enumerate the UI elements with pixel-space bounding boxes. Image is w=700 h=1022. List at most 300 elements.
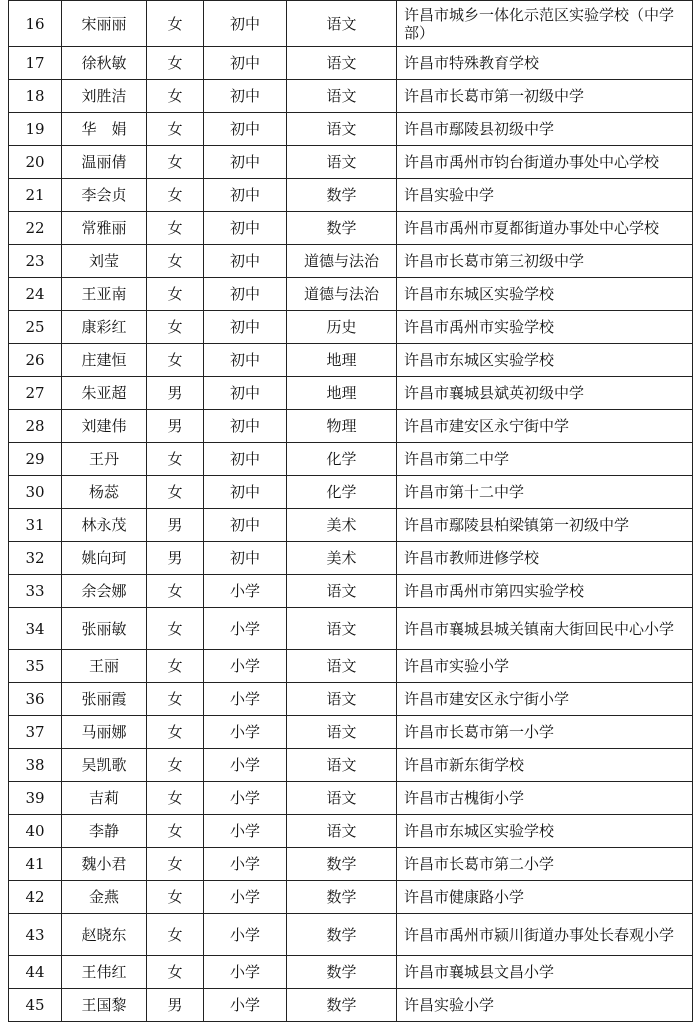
gender-text: 女 [167,925,183,944]
row-number-cell [9,410,62,443]
teacher-name-text: 王丽 [88,657,119,675]
school-name-cell [397,716,693,749]
school-stage-text: 小学 [229,822,260,840]
gender-text: 女 [167,450,183,468]
subject-cell [287,848,397,881]
school-name-cell [397,476,693,509]
subject-text: 物理 [326,417,357,435]
subject-text: 语文 [326,14,357,33]
gender-cell [147,989,204,1022]
school-stage-cell [204,146,287,179]
teacher-name-text: 李静 [88,822,119,840]
row-number-cell [9,245,62,278]
subject-cell [287,476,397,509]
school-stage-text: 初中 [229,252,260,270]
row-number-cell [9,683,62,716]
row-number-cell [9,146,62,179]
gender-cell [147,278,204,311]
teacher-name-text: 宋丽丽 [81,14,127,33]
row-number-text: 26 [25,351,45,369]
school-name-text: 许昌市禹州市夏都街道办事处中心学校 [404,219,660,237]
school-name-text: 许昌市东城区实验学校 [404,822,555,840]
subject-text: 道德与法治 [303,285,379,303]
roster-table [8,0,693,1022]
table-row [9,212,693,245]
subject-cell [287,608,397,650]
subject-cell [287,509,397,542]
gender-text: 女 [167,963,183,981]
school-name-cell [397,410,693,443]
school-stage-cell [204,476,287,509]
gender-cell [147,311,204,344]
gender-cell [147,410,204,443]
gender-text: 男 [167,516,183,534]
teacher-name-text: 姚向珂 [81,549,127,567]
row-number-cell [9,716,62,749]
school-name-text: 许昌市襄城县城关镇南大街回民中心小学 [404,619,675,638]
school-stage-text: 初中 [229,186,260,204]
row-number-text: 35 [25,657,45,675]
gender-cell [147,815,204,848]
school-stage-cell [204,815,287,848]
school-stage-text: 初中 [229,219,260,237]
teacher-name-text: 赵晓东 [81,925,127,944]
school-stage-cell [204,716,287,749]
school-name-text: 许昌市新东街学校 [404,756,525,774]
row-number-text: 31 [25,516,45,534]
teacher-name-cell [62,179,147,212]
row-number-text: 41 [25,855,45,873]
gender-text: 女 [167,582,183,600]
gender-text: 女 [167,789,183,807]
subject-cell [287,914,397,956]
school-stage-cell [204,245,287,278]
row-number-text: 37 [25,723,45,741]
subject-text: 语文 [326,657,357,675]
school-name-cell [397,575,693,608]
row-number-text: 21 [25,186,45,204]
table-row [9,815,693,848]
row-number-cell [9,608,62,650]
subject-cell [287,749,397,782]
school-stage-cell [204,956,287,989]
school-stage-cell [204,848,287,881]
gender-cell [147,848,204,881]
table-row [9,608,693,650]
school-stage-cell [204,80,287,113]
teacher-name-text: 庄建恒 [81,351,127,369]
gender-cell [147,113,204,146]
row-number-text: 27 [25,384,45,402]
teacher-name-text: 王国黎 [81,996,127,1014]
table-row [9,179,693,212]
row-number-text: 39 [25,789,45,807]
table-row [9,509,693,542]
row-number-cell [9,113,62,146]
row-number-text: 44 [25,963,45,981]
gender-text: 女 [167,54,183,72]
school-stage-text: 初中 [229,153,260,171]
subject-cell [287,443,397,476]
school-stage-text: 小学 [229,855,260,873]
table-row [9,848,693,881]
table-row [9,716,693,749]
teacher-name-cell [62,146,147,179]
school-name-cell [397,542,693,575]
gender-cell [147,179,204,212]
gender-text: 女 [167,855,183,873]
school-name-cell [397,443,693,476]
teacher-name-cell [62,989,147,1022]
school-stage-cell [204,311,287,344]
teacher-name-cell [62,815,147,848]
subject-cell [287,782,397,815]
subject-text: 数学 [326,925,357,944]
gender-text: 女 [167,351,183,369]
row-number-cell [9,476,62,509]
school-name-cell [397,683,693,716]
teacher-name-cell [62,1,147,47]
school-stage-cell [204,443,287,476]
school-stage-text: 初中 [229,417,260,435]
school-name-cell [397,245,693,278]
row-number-text: 23 [25,252,45,270]
school-name-cell [397,989,693,1022]
teacher-name-text: 刘建伟 [81,417,127,435]
subject-text: 语文 [326,822,357,840]
row-number-cell [9,749,62,782]
table-row [9,377,693,410]
school-name-cell [397,608,693,650]
teacher-name-cell [62,410,147,443]
school-stage-text: 小学 [229,925,260,944]
gender-cell [147,80,204,113]
subject-text: 语文 [326,582,357,600]
table-row [9,782,693,815]
table-row [9,542,693,575]
table-row [9,278,693,311]
teacher-name-cell [62,608,147,650]
school-stage-text: 初中 [229,14,260,33]
teacher-name-cell [62,278,147,311]
row-number-text: 25 [25,318,45,336]
gender-text: 女 [167,888,183,906]
subject-cell [287,650,397,683]
school-stage-cell [204,575,287,608]
subject-text: 美术 [326,549,357,567]
school-name-cell [397,848,693,881]
school-name-cell [397,956,693,989]
gender-text: 女 [167,619,183,638]
row-number-text: 42 [25,888,45,906]
subject-text: 数学 [326,888,357,906]
teacher-name-text: 王丹 [88,450,119,468]
school-name-text: 许昌市建安区永宁街中学 [404,417,570,435]
gender-cell [147,608,204,650]
subject-text: 语文 [326,54,357,72]
school-stage-cell [204,179,287,212]
subject-text: 数学 [326,186,357,204]
gender-cell [147,881,204,914]
school-name-text: 许昌市禹州市第四实验学校 [404,582,585,600]
table-row [9,575,693,608]
subject-cell [287,113,397,146]
row-number-text: 28 [25,417,45,435]
school-stage-text: 小学 [229,963,260,981]
school-name-cell [397,80,693,113]
teacher-name-cell [62,716,147,749]
subject-cell [287,683,397,716]
school-name-text: 许昌市长葛市第二小学 [404,855,555,873]
gender-text: 女 [167,756,183,774]
teacher-name-cell [62,245,147,278]
subject-text: 道德与法治 [303,252,379,270]
teacher-name-text: 金燕 [88,888,119,906]
school-name-text: 许昌市长葛市第一初级中学 [404,87,585,105]
school-stage-cell [204,410,287,443]
school-name-cell [397,212,693,245]
school-name-cell [397,509,693,542]
subject-text: 化学 [326,450,357,468]
school-name-text: 许昌市长葛市第一小学 [404,723,555,741]
school-name-cell [397,179,693,212]
gender-cell [147,1,204,47]
table-row [9,914,693,956]
teacher-name-text: 常雅丽 [81,219,127,237]
subject-cell [287,575,397,608]
gender-cell [147,245,204,278]
subject-text: 语文 [326,87,357,105]
school-stage-text: 小学 [229,756,260,774]
row-number-cell [9,80,62,113]
school-stage-text: 初中 [229,285,260,303]
teacher-name-cell [62,212,147,245]
gender-text: 女 [167,723,183,741]
gender-text: 男 [167,996,183,1014]
teacher-name-text: 李会贞 [81,186,127,204]
school-stage-text: 初中 [229,483,260,501]
teacher-name-cell [62,848,147,881]
gender-text: 女 [167,14,183,33]
school-stage-text: 小学 [229,996,260,1014]
school-stage-cell [204,212,287,245]
teacher-name-text: 吉莉 [88,789,119,807]
teacher-name-text: 康彩红 [81,318,127,336]
teacher-name-text: 魏小君 [81,855,127,873]
row-number-cell [9,179,62,212]
row-number-text: 43 [25,925,45,944]
table-row [9,989,693,1022]
teacher-name-text: 林永茂 [81,516,127,534]
teacher-name-text: 张丽敏 [81,619,127,638]
roster-sheet [8,0,692,1022]
school-name-cell [397,344,693,377]
teacher-name-cell [62,113,147,146]
row-number-cell [9,311,62,344]
teacher-name-cell [62,443,147,476]
school-name-text: 许昌市鄢陵县初级中学 [404,120,555,138]
row-number-text: 17 [25,54,45,72]
subject-cell [287,146,397,179]
school-stage-text: 小学 [229,582,260,600]
school-name-text: 许昌市城乡一体化示范区实验学校（中学部） [404,5,675,42]
teacher-name-cell [62,914,147,956]
school-stage-cell [204,608,287,650]
gender-text: 女 [167,690,183,708]
subject-cell [287,542,397,575]
school-name-text: 许昌市实验小学 [404,657,510,675]
school-stage-cell [204,782,287,815]
subject-cell [287,881,397,914]
school-name-cell [397,146,693,179]
row-number-cell [9,815,62,848]
row-number-text: 30 [25,483,45,501]
school-name-text: 许昌市特殊教育学校 [404,54,540,72]
subject-cell [287,344,397,377]
subject-text: 语文 [326,690,357,708]
gender-text: 女 [167,285,183,303]
school-name-cell [397,113,693,146]
row-number-text: 38 [25,756,45,774]
subject-cell [287,47,397,80]
gender-cell [147,509,204,542]
teacher-name-cell [62,542,147,575]
subject-cell [287,245,397,278]
gender-cell [147,650,204,683]
school-stage-text: 初中 [229,120,260,138]
subject-text: 数学 [326,855,357,873]
table-row [9,683,693,716]
school-stage-cell [204,914,287,956]
table-row [9,146,693,179]
gender-text: 女 [167,822,183,840]
school-stage-text: 小学 [229,888,260,906]
gender-text: 男 [167,384,183,402]
row-number-cell [9,914,62,956]
school-name-cell [397,749,693,782]
school-name-text: 许昌市襄城县文昌小学 [404,963,555,981]
gender-text: 女 [167,87,183,105]
subject-cell [287,377,397,410]
school-stage-text: 小学 [229,619,260,638]
school-name-cell [397,650,693,683]
teacher-name-cell [62,782,147,815]
school-name-text: 许昌市健康路小学 [404,888,525,906]
teacher-name-text: 徐秋敏 [81,54,127,72]
school-stage-text: 小学 [229,789,260,807]
school-name-text: 许昌市禹州市实验学校 [404,318,555,336]
school-name-cell [397,311,693,344]
school-stage-text: 初中 [229,450,260,468]
subject-text: 语文 [326,756,357,774]
gender-cell [147,377,204,410]
school-name-cell [397,782,693,815]
school-name-text: 许昌市古槐街小学 [404,789,525,807]
row-number-text: 20 [25,153,45,171]
subject-cell [287,410,397,443]
teacher-name-text: 朱亚超 [81,384,127,402]
teacher-name-cell [62,377,147,410]
row-number-text: 33 [25,582,45,600]
gender-text: 女 [167,318,183,336]
gender-text: 女 [167,186,183,204]
row-number-cell [9,509,62,542]
school-stage-text: 初中 [229,351,260,369]
table-row [9,443,693,476]
subject-text: 地理 [326,384,357,402]
gender-cell [147,956,204,989]
table-row [9,344,693,377]
school-stage-text: 初中 [229,549,260,567]
row-number-text: 19 [25,120,45,138]
row-number-cell [9,542,62,575]
subject-cell [287,278,397,311]
school-name-text: 许昌市教师进修学校 [404,549,540,567]
teacher-name-text: 温丽倩 [81,153,127,171]
teacher-name-text: 张丽霞 [81,690,127,708]
row-number-text: 40 [25,822,45,840]
row-number-cell [9,989,62,1022]
gender-cell [147,212,204,245]
gender-cell [147,749,204,782]
teacher-name-cell [62,956,147,989]
row-number-cell [9,650,62,683]
school-stage-text: 小学 [229,723,260,741]
row-number-text: 32 [25,549,45,567]
school-name-text: 许昌实验小学 [404,996,495,1014]
subject-cell [287,989,397,1022]
table-row [9,80,693,113]
school-stage-cell [204,650,287,683]
gender-text: 女 [167,657,183,675]
subject-cell [287,212,397,245]
school-stage-cell [204,542,287,575]
subject-cell [287,311,397,344]
school-name-cell [397,881,693,914]
school-stage-cell [204,113,287,146]
gender-cell [147,476,204,509]
subject-text: 数学 [326,963,357,981]
school-stage-cell [204,989,287,1022]
gender-cell [147,575,204,608]
gender-cell [147,47,204,80]
school-name-cell [397,1,693,47]
gender-cell [147,146,204,179]
school-name-text: 许昌实验中学 [404,186,495,204]
school-name-cell [397,377,693,410]
subject-text: 语文 [326,153,357,171]
subject-text: 美术 [326,516,357,534]
row-number-cell [9,278,62,311]
school-name-text: 许昌市第十二中学 [404,483,525,501]
gender-cell [147,443,204,476]
school-stage-text: 初中 [229,384,260,402]
table-row [9,881,693,914]
gender-cell [147,683,204,716]
row-number-text: 29 [25,450,45,468]
school-name-text: 许昌市东城区实验学校 [404,285,555,303]
teacher-name-cell [62,47,147,80]
subject-text: 化学 [326,483,357,501]
gender-text: 男 [167,417,183,435]
teacher-name-cell [62,80,147,113]
row-number-cell [9,782,62,815]
teacher-name-cell [62,881,147,914]
subject-text: 数学 [326,996,357,1014]
school-stage-text: 初中 [229,318,260,336]
subject-cell [287,956,397,989]
gender-cell [147,782,204,815]
